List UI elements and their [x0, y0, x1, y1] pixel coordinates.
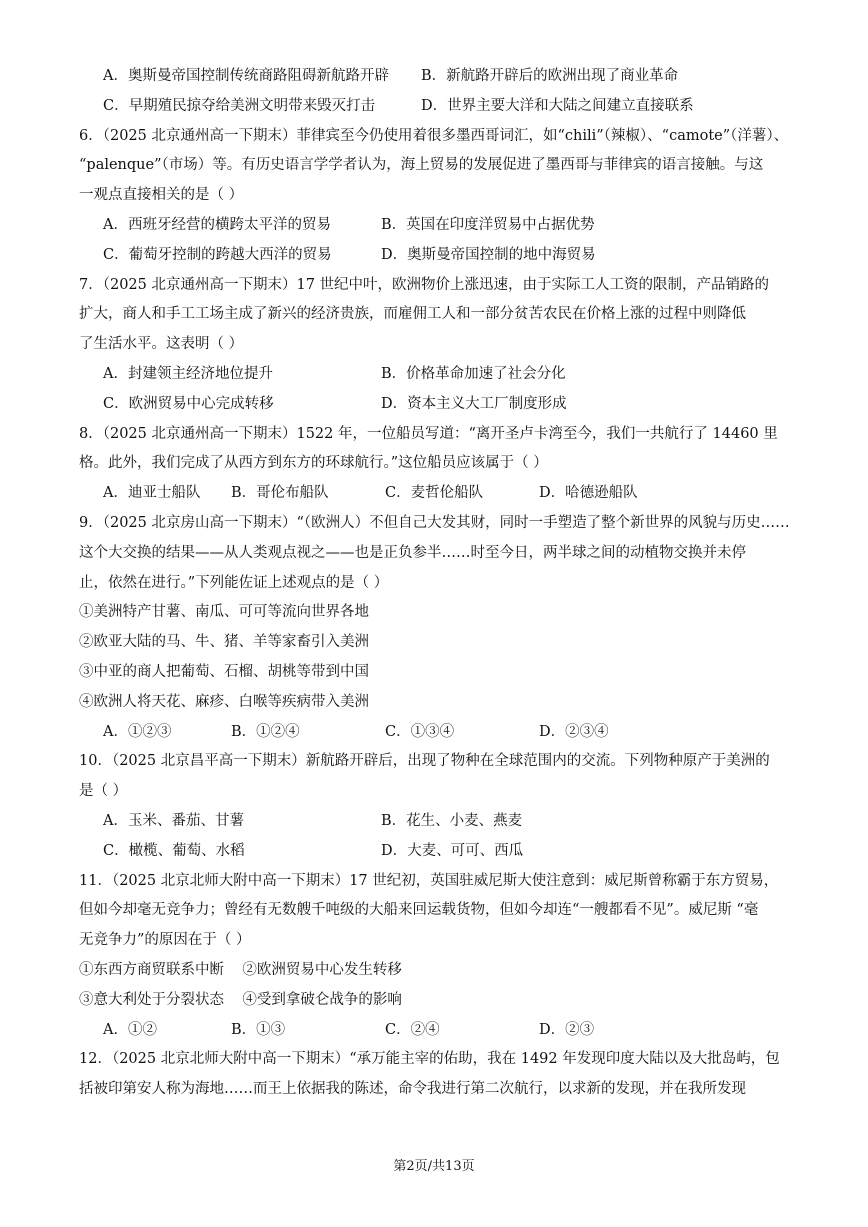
q9-item-1: ①美洲特产甘薯、南瓜、可可等流向世界各地 [79, 604, 369, 621]
q10-options-row-1 [79, 807, 795, 837]
q6-options-row-1 [79, 211, 795, 241]
q5-option-c: C．早期殖民掠夺给美洲文明带来毁灭打击 [103, 97, 376, 114]
q8-option-d: D．哈德逊船队 [539, 485, 638, 502]
q11-stem-line-3: 无竞争力”的原因在于（ ） [79, 932, 251, 949]
q7-option-c: C．欧洲贸易中心完成转移 [103, 395, 274, 412]
q10-option-d: D．大麦、可可、西瓜 [381, 842, 524, 859]
q6-stem-line-1: 6．（2025 北京通州高一下期末）菲律宾至今仍使用着很多墨西哥词汇，如“chili”（辣椒）、“camote”（洋薯）、 [79, 127, 789, 144]
q7-option-d: D．资本主义大工厂制度形成 [381, 395, 567, 412]
q11-option-c: C．②④ [385, 1021, 440, 1038]
q12-stem-line-2: 括被印第安人称为海地……而王上依据我的陈述，命令我进行第二次航行，以求新的发现，并在我所发现 [79, 1081, 746, 1098]
q11-options-row [79, 1016, 795, 1046]
q10-stem-line-2: 是（ ） [79, 783, 128, 800]
q7-options-row-2 [79, 390, 795, 420]
q11-option-b: B．①③ [231, 1021, 286, 1038]
q9-stem-line-1: 9．（2025 北京房山高一下期末）“（欧洲人）不但自己大发其财，同时一手塑造了整个新世界的风貌与历史…… [79, 514, 790, 531]
q8-stem-line-2: 格。此外，我们完成了从西方到东方的环球航行。”这位船员应该属于（ ） [79, 455, 548, 472]
q10-stem-line-1: 10．（2025 北京昌平高一下期末）新航路开辟后，出现了物种在全球范围内的交流。下列物种原产于美洲的 [79, 753, 770, 770]
q11-stem-line-1: 11．（2025 北京北师大附中高一下期末）17 世纪初，英国驻威尼斯大使注意到：威尼斯曾称霸于东方贸易， [79, 872, 779, 889]
q7-options-row-1 [79, 360, 795, 390]
q9-stem-line-2: 这个大交换的结果——从人类观点视之——也是正负参半……时至今日，两半球之间的动植物交换并未停 [79, 544, 746, 561]
q6-options-row-2 [79, 241, 795, 271]
q10-options-row-2 [79, 837, 795, 867]
q7-stem-line-2: 扩大，商人和手工工场主成了新兴的经济贵族，而雇佣工人和一部分贫苦农民在价格上涨的过程中则降低 [79, 306, 746, 323]
q5-option-a: A．奥斯曼帝国控制传统商路阻碍新航路开辟 [103, 68, 389, 84]
q7-stem-line-3: 了生活水平。这表明（ ） [79, 336, 244, 353]
q11-stem-line-2: 但如今却毫无竞争力；曾经有无数艘千吨级的大船来回运载货物，但如今却连“一艘都看不见”。威尼斯 “毫 [79, 902, 759, 919]
q9-option-b: B．①②④ [231, 723, 300, 740]
q6-option-c: C．葡萄牙控制的跨越大西洋的贸易 [103, 246, 332, 263]
q5-option-d: D．世界主要大洋和大陆之间建立直接联系 [421, 97, 694, 114]
q9-option-a: A．①②③ [103, 723, 172, 740]
q5-option-b: B．新航路开辟后的欧洲出现了商业革命 [421, 68, 679, 84]
q8-options-row [79, 479, 795, 509]
q10-option-c: C．橄榄、葡萄、水稻 [103, 842, 245, 859]
q9-item-2: ②欧亚大陆的马、牛、猪、羊等家畜引入美洲 [79, 634, 369, 651]
q10-option-b: B．花生、小麦、燕麦 [381, 812, 523, 829]
q11-option-a: A．①② [103, 1021, 157, 1038]
q9-item-3: ③中亚的商人把葡萄、石榴、胡桃等带到中国 [79, 663, 369, 680]
q9-stem-line-3: 止，依然在进行。”下列能佐证上述观点的是（ ） [79, 574, 389, 591]
q6-option-a: A．西班牙经营的横跨太平洋的贸易 [103, 216, 331, 233]
q6-stem-line-3: 一观点直接相关的是（ ） [79, 187, 244, 204]
q12-stem-line-1: 12．（2025 北京北师大附中高一下期末）“承万能主宰的佑助，我在 1492 年发现印度大陆以及大批岛屿，包 [79, 1051, 780, 1068]
q5-options-row-1 [79, 62, 795, 92]
q8-stem-line-1: 8．（2025 北京通州高一下期末）1522 年，一位船员写道：“离开圣卢卡湾至今，我们一共航行了 14460 里 [79, 425, 778, 442]
q11-items-row-1: ①东西方商贸联系中断 ②欧洲贸易中心发生转移 [79, 961, 402, 978]
q8-option-c: C．麦哲伦船队 [385, 485, 484, 502]
q9-item-4: ④欧洲人将天花、麻疹、白喉等疾病带入美洲 [79, 693, 369, 710]
q6-option-d: D．奥斯曼帝国控制的地中海贸易 [381, 246, 596, 263]
q11-items-row-2: ③意大利处于分裂状态 ④受到拿破仑战争的影响 [79, 991, 402, 1008]
q7-stem-line-1: 7．（2025 北京通州高一下期末）17 世纪中叶，欧洲物价上涨迅速，由于实际工人工资的限制，产品销路的 [79, 276, 770, 293]
q8-option-a: A．迪亚士船队 [103, 485, 201, 502]
page-content [79, 62, 795, 1105]
page-footer: 第2页/共13页 [393, 1159, 475, 1174]
q6-stem-line-2: “palenque”（市场）等。有历史语言学学者认为，海上贸易的发展促进了墨西哥与菲律宾的语言接触。与这 [79, 157, 764, 174]
q7-option-b: B．价格革命加速了社会分化 [381, 365, 566, 382]
q5-options-row-2 [79, 92, 795, 122]
q10-option-a: A．玉米、番茄、甘薯 [103, 812, 244, 829]
q9-options-row [79, 718, 795, 748]
q11-option-d: D．②③ [539, 1021, 595, 1038]
q6-option-b: B．英国在印度洋贸易中占据优势 [381, 216, 595, 233]
q7-option-a: A．封建领主经济地位提升 [103, 365, 273, 382]
q9-option-c: C．①③④ [385, 723, 455, 740]
q8-option-b: B．哥伦布船队 [231, 485, 329, 502]
q9-option-d: D．②③④ [539, 723, 609, 740]
